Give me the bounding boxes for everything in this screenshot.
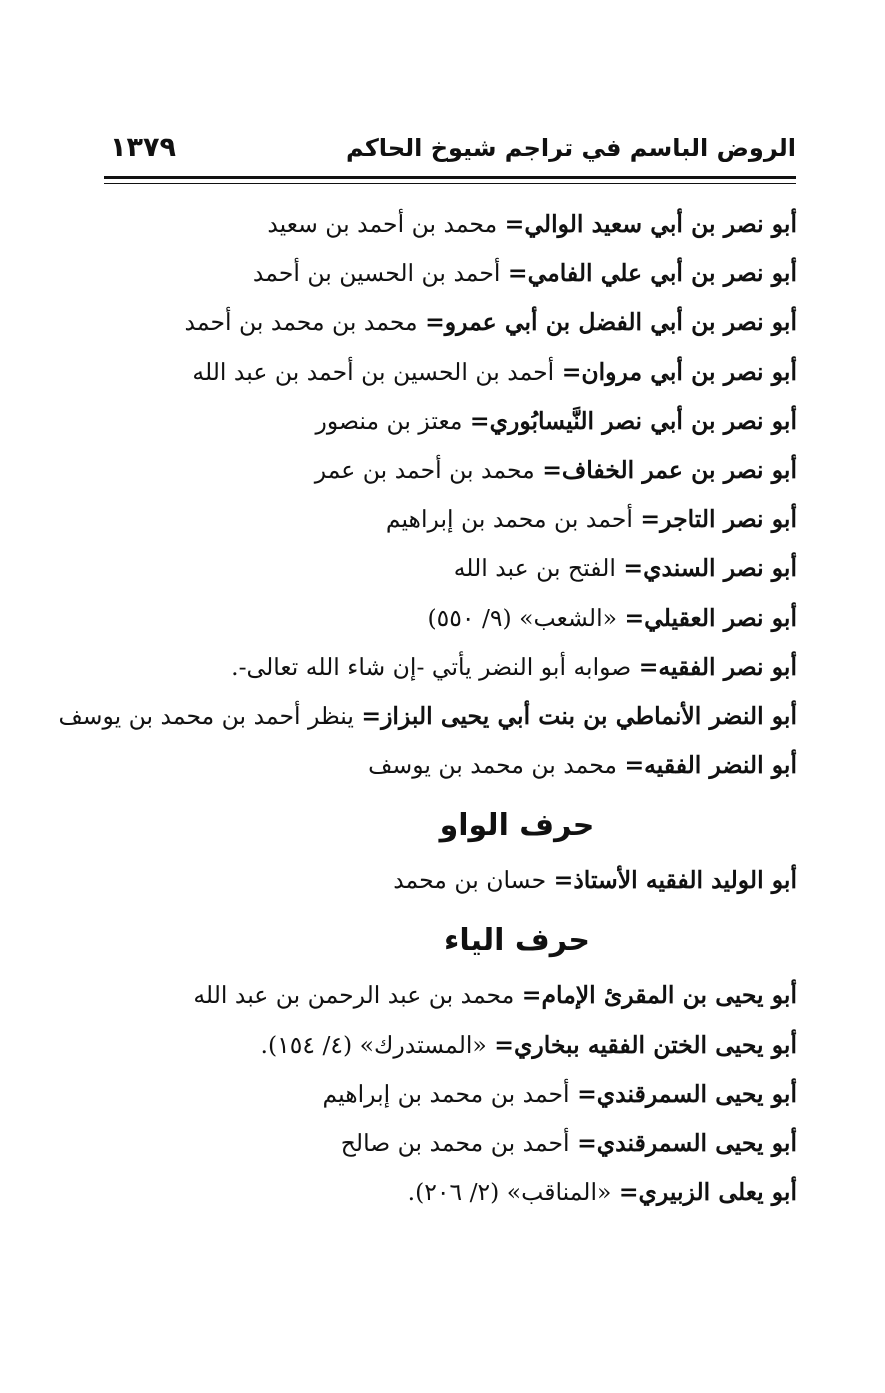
entry-reference: الفتح بن عبد الله — [453, 554, 616, 583]
entry-reference: «الشعب» (٩/ ٥٥٠) — [427, 603, 617, 632]
entry-name: أبو يحيى السمرقندي= — [577, 1079, 797, 1108]
entry-name: أبو نصر بن أبي الفضل بن أبي عمرو= — [425, 308, 797, 337]
index-entry — [97, 446, 797, 495]
header-rule-thin — [104, 183, 796, 184]
page-header — [104, 128, 796, 172]
entry-name: أبو النضر الأنماطي بن بنت أبي يحيى البزاز= — [361, 701, 797, 730]
entry-name: أبو نصر العقيلي= — [624, 603, 797, 632]
entry-name: أبو الوليد الفقيه الأستاذ= — [553, 866, 797, 895]
index-entry — [97, 594, 797, 643]
section-heading-waw: حرف الواو — [439, 808, 595, 844]
index-entries — [58, 200, 797, 1217]
entry-reference: محمد بن محمد بن يوسف — [368, 751, 617, 780]
entry-reference: أحمد بن الحسين بن أحمد بن عبد الله — [192, 357, 555, 386]
entry-name: أبو نصر التاجر= — [640, 505, 797, 534]
entry-name: أبو النضر الفقيه= — [624, 751, 797, 780]
entry-reference: محمد بن أحمد بن عمر — [314, 455, 535, 484]
index-entry — [58, 692, 797, 741]
entry-name: أبو يحيى بن المقرئ الإمام= — [521, 981, 797, 1010]
index-entry — [97, 348, 797, 397]
entry-name: أبو يحيى الختن الفقيه ببخاري= — [494, 1030, 797, 1059]
index-entry — [97, 741, 797, 790]
entry-reference: «المناقب» (٢/ ٢٠٦). — [407, 1178, 612, 1207]
index-entry — [97, 200, 797, 249]
entry-reference: «المستدرك» (٤/ ١٥٤). — [260, 1030, 487, 1059]
entry-name: أبو نصر بن أبي نصر النَّيسابُوري= — [469, 406, 797, 435]
index-entry — [97, 1021, 797, 1070]
index-entry — [97, 495, 797, 544]
index-entry — [97, 544, 797, 593]
index-entry — [97, 1070, 797, 1119]
entry-reference: محمد بن أحمد بن سعيد — [267, 210, 498, 238]
header-rule-thick — [104, 176, 796, 179]
entry-reference: صوابه أبو النضر يأتي -إن شاء الله تعالى-. — [231, 652, 632, 681]
section-heading-ya: حرف الياء — [444, 923, 590, 959]
entry-name: أبو نصر الفقيه= — [638, 652, 797, 681]
entry-reference: معتز بن منصور — [315, 406, 463, 435]
entry-name: أبو يعلى الزبيري= — [618, 1178, 797, 1207]
index-entry — [97, 856, 797, 905]
index-entry — [97, 643, 797, 692]
entry-reference: ينظر أحمد بن محمد بن يوسف — [58, 701, 354, 730]
index-entry — [97, 397, 797, 446]
entry-reference: حسان بن محمد — [393, 866, 547, 895]
entry-reference: أحمد بن محمد بن صالح — [340, 1129, 570, 1157]
index-entry — [97, 249, 797, 298]
entry-reference: أحمد بن محمد بن إبراهيم — [385, 505, 633, 534]
index-entry — [97, 1168, 797, 1217]
entry-reference: محمد بن عبد الرحمن بن عبد الله — [193, 981, 515, 1010]
entry-name: أبو نصر بن أبي مروان= — [561, 357, 797, 386]
entry-name: أبو نصر بن أبي علي الفامي= — [507, 259, 797, 288]
entry-name: أبو نصر السندي= — [623, 554, 797, 583]
entry-reference: أحمد بن محمد بن إبراهيم — [322, 1079, 570, 1108]
entry-reference: محمد بن محمد بن أحمد — [184, 308, 418, 337]
entry-name: أبو نصر بن عمر الخفاف= — [542, 455, 797, 484]
index-entry — [97, 971, 797, 1020]
entry-reference: أحمد بن الحسين بن أحمد — [252, 259, 501, 288]
page-number: ١٣٧٩ — [110, 132, 176, 163]
index-entry — [97, 1119, 797, 1168]
index-entry — [97, 298, 797, 347]
running-title: الروض الباسم في تراجم شيوخ الحاكم — [346, 134, 796, 162]
entry-name: أبو نصر بن أبي سعيد الوالي= — [504, 210, 797, 238]
entry-name: أبو يحيى السمرقندي= — [577, 1129, 797, 1157]
